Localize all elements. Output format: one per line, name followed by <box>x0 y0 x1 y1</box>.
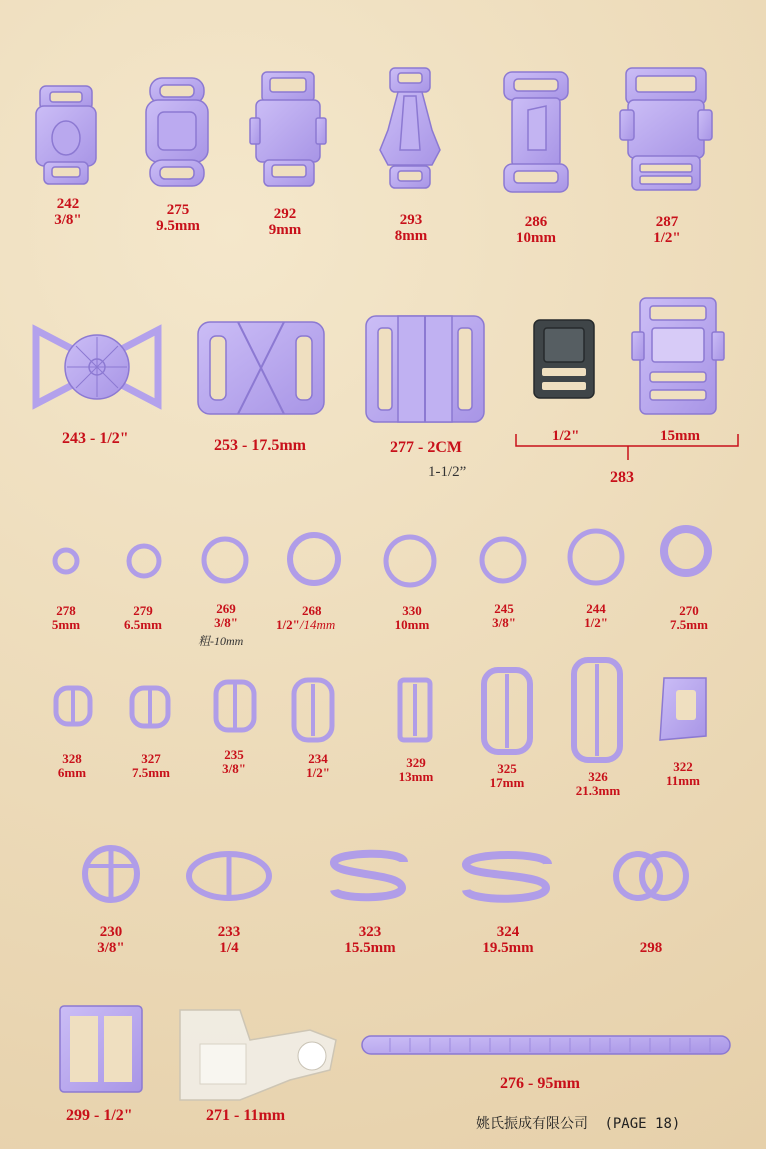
label-283-left: 1/2" <box>552 428 580 444</box>
label-270: 270 7.5mm <box>670 603 708 632</box>
company-name: 姚氏振成有限公司 <box>476 1116 588 1132</box>
buckle-283-black <box>534 320 594 398</box>
label-268-size: 1/2"/14mm <box>276 617 336 632</box>
label-244: 244 1/2" <box>584 601 608 630</box>
sliders-row <box>56 660 620 760</box>
label-323: 323 15.5mm <box>344 924 396 956</box>
label-269: 269 3/8" <box>214 601 238 630</box>
buckle-293 <box>380 68 440 188</box>
label-330: 330 10mm <box>394 603 430 632</box>
label-292: 292 9mm <box>268 206 302 238</box>
label-233: 233 1/4 <box>217 924 241 956</box>
label-235: 235 3/8" <box>222 747 246 776</box>
buckle-277 <box>366 316 484 422</box>
label-328: 328 6mm <box>57 751 87 780</box>
buckle-283-lavender <box>632 298 724 414</box>
buckle-286 <box>504 72 568 192</box>
label-275: 275 9.5mm <box>156 202 200 234</box>
label-287: 287 1/2" <box>653 214 681 246</box>
hook-322 <box>660 678 706 740</box>
page-number: (PAGE 18) <box>604 1116 681 1132</box>
row-five <box>85 848 686 900</box>
label-325: 325 17mm <box>489 761 525 790</box>
label-286: 286 10mm <box>516 214 556 246</box>
rings-row <box>55 529 708 585</box>
label-322: 322 11mm <box>666 759 700 788</box>
buckle-275 <box>146 78 208 186</box>
label-324: 324 19.5mm <box>482 924 534 956</box>
buckle-287 <box>620 68 712 190</box>
label-293: 293 8mm <box>394 212 428 244</box>
label-278: 278 5mm <box>51 603 81 632</box>
note-269: 粗-10mm <box>198 634 244 648</box>
buckle-299 <box>60 1006 142 1092</box>
label-277-extra: 1-1/2” <box>428 464 467 480</box>
label-271: 271 - 11mm <box>206 1107 286 1124</box>
buckle-243 <box>36 330 158 404</box>
label-245: 245 3/8" <box>492 601 516 630</box>
buckle-253 <box>198 322 324 414</box>
label-279: 279 6.5mm <box>124 603 162 632</box>
label-329: 329 13mm <box>398 755 434 784</box>
label-283: 283 <box>610 469 634 486</box>
clip-271 <box>180 1010 336 1100</box>
label-234: 234 1/2" <box>306 751 330 780</box>
label-268: 268 <box>302 603 322 618</box>
strip-276 <box>362 1036 730 1054</box>
dimension-bracket-283 <box>516 434 738 460</box>
label-326: 326 21.3mm <box>575 769 621 798</box>
label-299: 299 - 1/2" <box>66 1107 133 1124</box>
buckle-292 <box>250 72 326 186</box>
label-277: 277 - 2CM <box>390 439 462 456</box>
label-243: 243 - 1/2" <box>62 430 129 447</box>
label-283-right: 15mm <box>660 428 700 444</box>
label-298: 298 <box>639 940 663 956</box>
label-253: 253 - 17.5mm <box>214 437 306 454</box>
label-242: 242 3/8" <box>54 196 82 228</box>
label-276: 276 - 95mm <box>500 1075 580 1092</box>
buckle-242 <box>36 86 96 184</box>
label-230: 230 3/8" <box>97 924 125 956</box>
footer <box>476 1113 680 1133</box>
label-327: 327 7.5mm <box>132 751 170 780</box>
